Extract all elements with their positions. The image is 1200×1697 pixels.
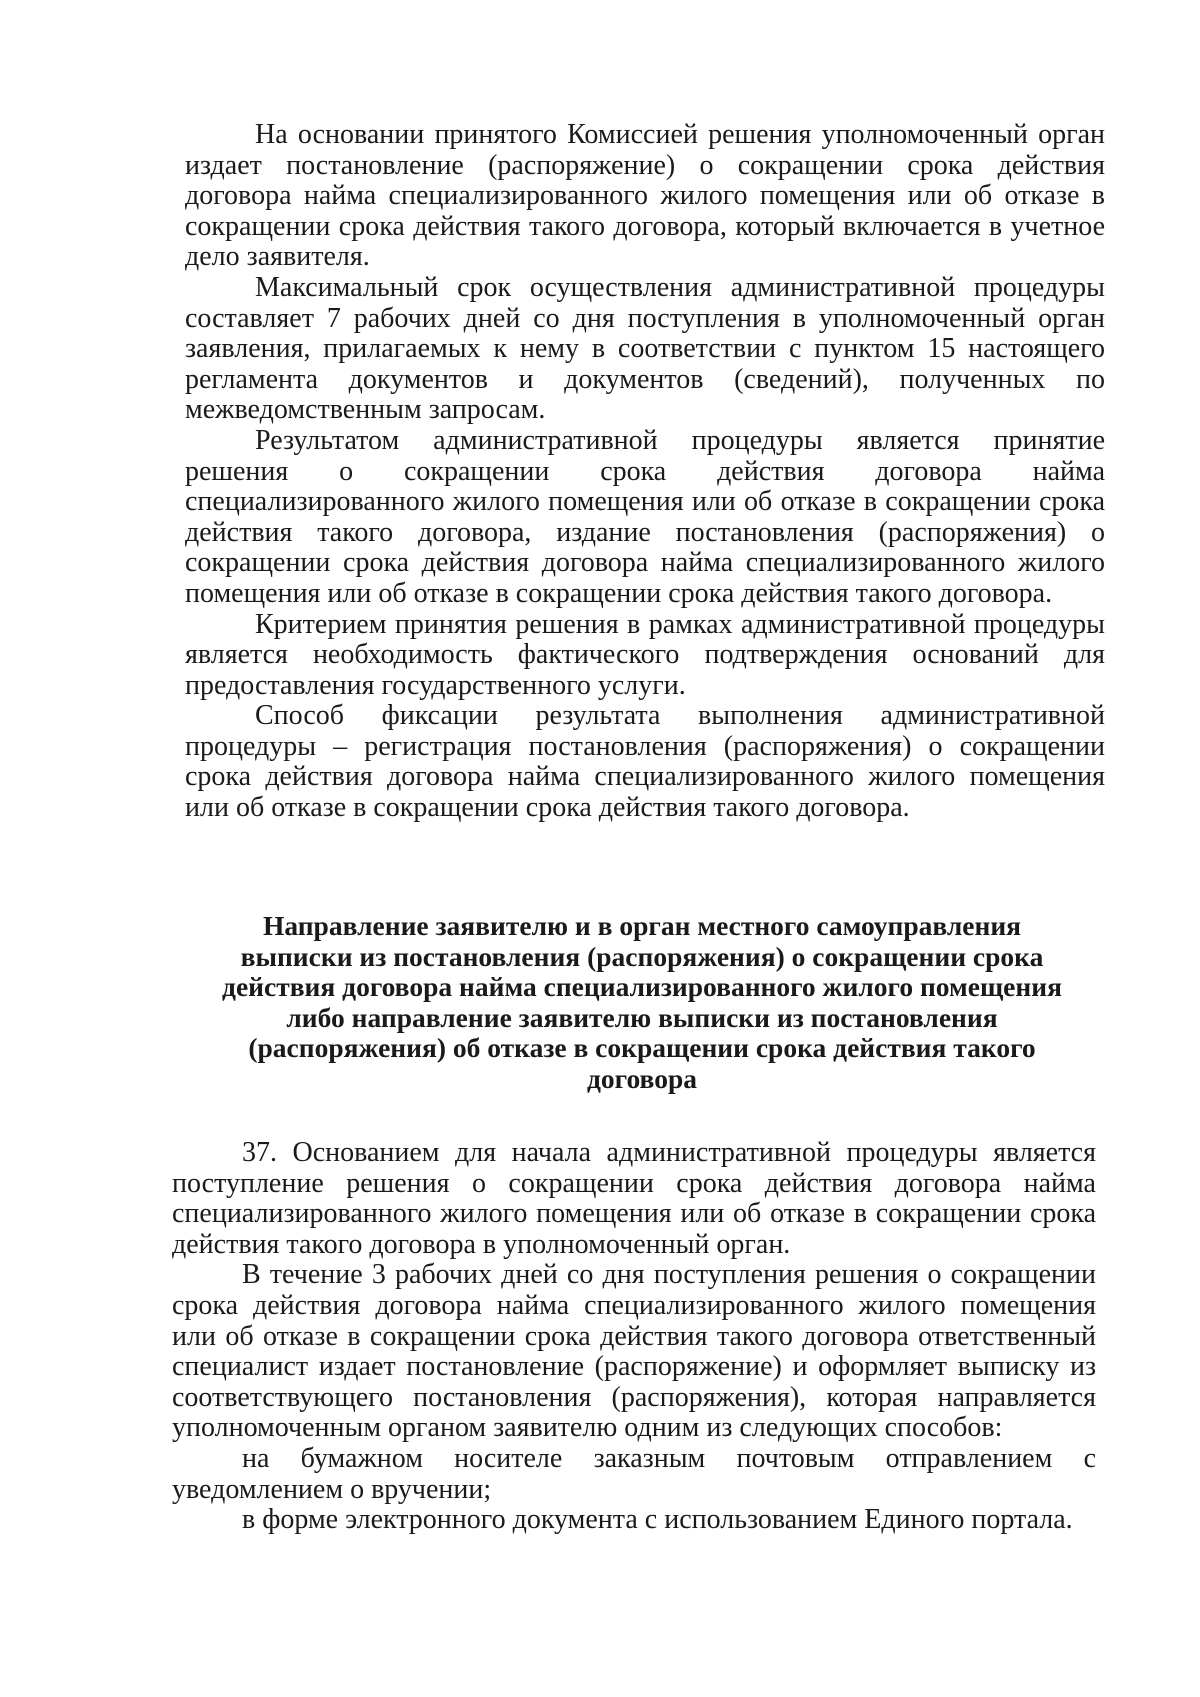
heading-line: договора [587,1062,697,1094]
top-paragraphs [185,120,1105,824]
bottom-paragraphs [172,1138,1096,1536]
paragraph: На основании принятого Комиссией решения уполномоченный орган издает постановление (распоряжение) о сокращении срока действия договора найма специализированного жилого помещения или об отказе в сокращении срока действия такого договора, который включается в учетное дело заявителя. [185,119,1105,273]
paragraph: 37. Основанием для начала административной процедуры является поступление решения о сокращении срока действия договора найма специализированного жилого помещения или об отказе в сокращении срока действия такого договора в уполномоченный орган. [172,1137,1096,1260]
section-heading [192,911,1092,1095]
heading-line: действия договора найма специализированного жилого помещения [222,971,1062,1003]
paragraph: в форме электронного документа с использованием Единого портала. [242,1504,1073,1536]
heading-line: выписки из постановления (распоряжения) о сокращении срока [240,940,1044,972]
paragraph: Способ фиксации результата выполнения административной процедуры – регистрация постановления (распоряжения) о сокращении срока действия договора найма специализированного жилого помещения или об отказе в сокращении срока действия такого договора. [185,700,1105,824]
heading-line: (распоряжения) об отказе в сокращении срока действия такого [248,1032,1036,1064]
paragraph: на бумажном носителе заказным почтовым отправлением с уведомлением о вручении; [172,1442,1096,1505]
paragraph: Максимальный срок осуществления административной процедуры составляет 7 рабочих дней со дня поступления в уполномоченный орган заявления, прилагаемых к нему в соответствии с пунктом 15 настоящего регламента документов и документов (сведений), полученных по межведомственным запросам. [185,271,1105,426]
paragraph: Критерием принятия решения в рамках административной процедуры является необходимость фактического подтверждения оснований для предоставления государственного услуги. [185,608,1105,701]
paragraph: В течение 3 рабочих дней со дня поступления решения о сокращении срока действия договора найма специализированного жилого помещения или об отказе в сокращении срока действия такого договора ответственный специалист издает постановление (распоряжение) и оформляет выписку из соответствующего постановления (распоряжения), которая направляется уполномоченным органом заявителю одним из следующих способов: [172,1259,1096,1444]
paragraph: Результатом административной процедуры является принятие решения о сокращении срока действия договора найма специализированного жилого помещения или об отказе в сокращении срока действия такого договора, издание постановления (распоряжения) о сокращении срока действия договора найма специализированного жилого помещения или об отказе в сокращении срока действия такого договора. [185,424,1105,609]
heading-line: Направление заявителю и в орган местного самоуправления [262,910,1022,941]
heading-line: либо направление заявителю выписки из постановления [286,1001,998,1033]
